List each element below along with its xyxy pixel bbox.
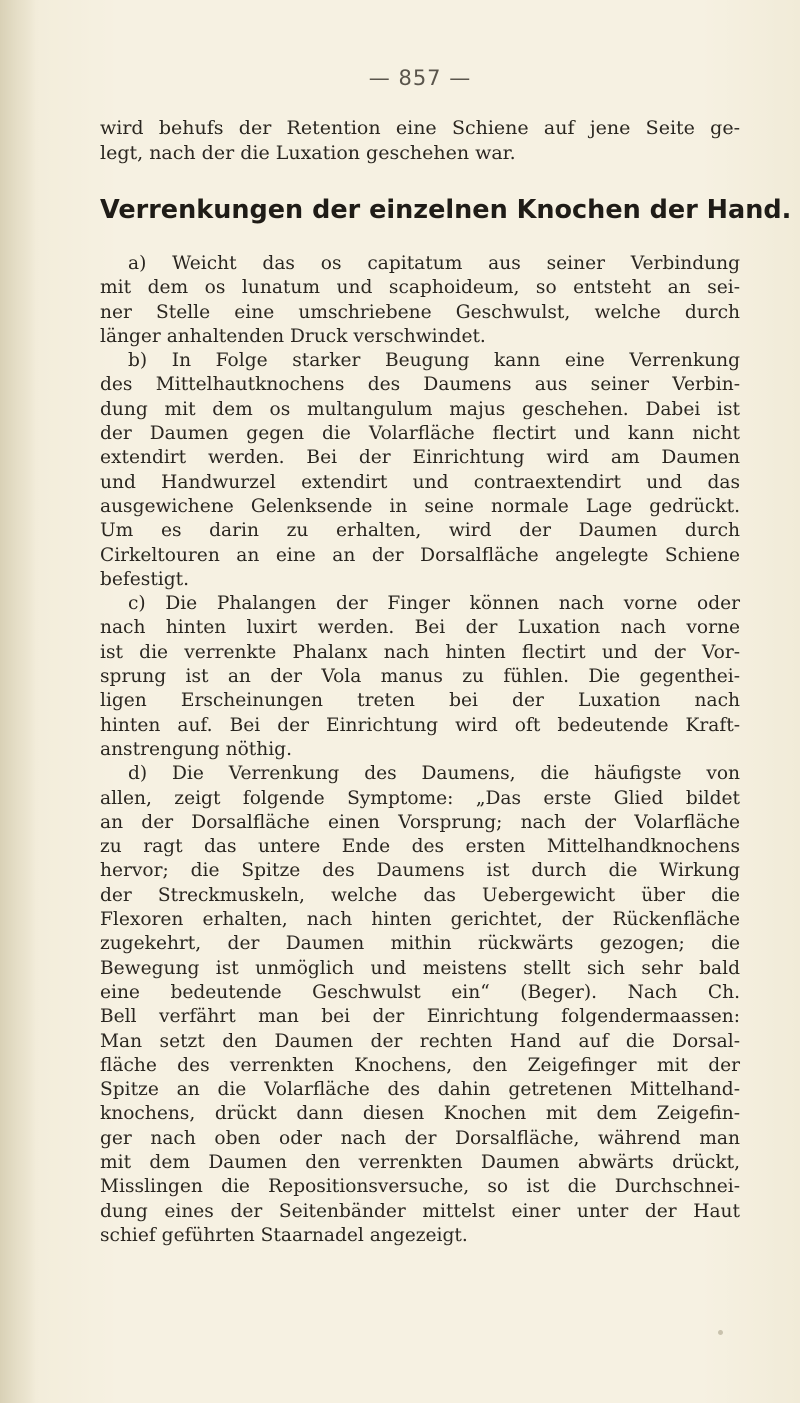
paragraph-d-line: Spitze an die Volarfläche des dahin getretenen Mittelhand- xyxy=(100,1079,740,1101)
paragraph-c-line: nach hinten luxirt werden. Bei der Luxation nach vorne xyxy=(100,617,740,639)
paragraph-d-line: ger nach oben oder nach der Dorsalfläche, während man xyxy=(100,1127,740,1149)
paragraph-b-line: dung mit dem os multangulum majus geschehen. Dabei ist xyxy=(100,398,740,420)
paragraph-d-line: allen, zeigt folgende Symptome: „Das erste Glied bildet xyxy=(100,787,740,809)
paragraph-b-line: Um es darin zu erhalten, wird der Daumen durch xyxy=(100,520,740,542)
paragraph-c-line: anstrengung nöthig. xyxy=(100,738,292,760)
paragraph-b-line: und Handwurzel extendirt und contraextendirt und das xyxy=(100,471,740,493)
paragraph-b-line: des Mittelhautknochens des Daumens aus seiner Verbin- xyxy=(100,374,740,396)
section-body xyxy=(100,252,740,1248)
paragraph-b-line: der Daumen gegen die Volarfläche flectirt und kann nicht xyxy=(100,423,740,445)
paragraph-b-line: b) In Folge starker Beugung kann eine Verrenkung xyxy=(128,350,740,372)
paragraph-a-line: länger anhaltenden Druck verschwindet. xyxy=(100,325,486,347)
paragraph-d-line: Bewegung ist unmöglich und meistens stellt sich sehr bald xyxy=(100,957,740,979)
paragraph-a-line: a) Weicht das os capitatum aus seiner Verbindung xyxy=(128,253,740,274)
paragraph-a-line: ner Stelle eine umschriebene Geschwulst, welche durch xyxy=(100,301,740,323)
paragraph-c-line: c) Die Phalangen der Finger können nach vorne oder xyxy=(128,593,740,615)
paragraph-c-line: ist die verrenkte Phalanx nach hinten flectirt und der Vor- xyxy=(100,641,740,663)
paragraph-d-line: zu ragt das untere Ende des ersten Mittelhandknochens xyxy=(100,836,740,858)
paragraph-a-line: mit dem os lunatum und scaphoideum, so entsteht an sei- xyxy=(100,277,740,299)
intro-paragraph xyxy=(100,116,740,165)
paragraph-d-line: hervor; die Spitze des Daumens ist durch die Wirkung xyxy=(100,860,740,882)
section-heading: Verrenkungen der einzelnen Knochen der Hand. xyxy=(100,195,792,225)
paragraph-d-line: dung eines der Seitenbänder mittelst einer unter der Haut xyxy=(100,1200,740,1222)
paragraph-b-line: Cirkeltouren an eine an der Dorsalfläche angelegte Schiene xyxy=(100,544,740,566)
paragraph-d-line: Flexoren erhalten, nach hinten gerichtet, der Rückenfläche xyxy=(100,909,740,931)
book-gutter xyxy=(0,0,36,1403)
paragraph-d-line: knochens, drückt dann diesen Knochen mit dem Zeigefin- xyxy=(100,1103,740,1125)
text-line: legt, nach der die Luxation geschehen war. xyxy=(100,141,516,164)
paragraph-b-line: ausgewichene Gelenksende in seine normale Lage gedrückt. xyxy=(100,495,740,517)
paragraph-d-line: der Streckmuskeln, welche das Uebergewicht über die xyxy=(100,884,740,906)
page-number: — 857 — xyxy=(368,66,472,90)
paragraph-b-line: befestigt. xyxy=(100,568,190,590)
paragraph-b-line: extendirt werden. Bei der Einrichtung wird am Daumen xyxy=(100,447,740,469)
paragraph-c-line: sprung ist an der Vola manus zu fühlen. Die gegenthei- xyxy=(100,666,740,688)
paragraph-c-line: ligen Erscheinungen treten bei der Luxation nach xyxy=(100,690,740,712)
ink-speck xyxy=(718,1330,723,1335)
paragraph-d-line: Bell verfährt man bei der Einrichtung folgendermaassen: xyxy=(100,1006,740,1028)
paragraph-d-line: zugekehrt, der Daumen mithin rückwärts gezogen; die xyxy=(100,933,740,955)
paragraph-d-line: Misslingen die Repositionsversuche, so ist die Durchschnei- xyxy=(100,1176,740,1198)
paragraph-d-line: fläche des verrenkten Knochens, den Zeigefinger mit der xyxy=(100,1054,740,1076)
paragraph-d-line: d) Die Verrenkung des Daumens, die häufigste von xyxy=(128,763,740,785)
paragraph-d-line: mit dem Daumen den verrenkten Daumen abwärts drückt, xyxy=(100,1151,740,1173)
paragraph-d-line: Man setzt den Daumen der rechten Hand auf die Dorsal- xyxy=(100,1030,740,1052)
paragraph-d-line: an der Dorsalfläche einen Vorsprung; nach der Volarfläche xyxy=(100,811,740,833)
paragraph-d-line: schief geführten Staarnadel angezeigt. xyxy=(100,1224,468,1246)
paragraph-d-line: eine bedeutende Geschwulst ein“ (Beger). Nach Ch. xyxy=(100,981,740,1003)
text-line: wird behufs der Retention eine Schiene auf jene Seite ge- xyxy=(100,117,740,139)
paragraph-c-line: hinten auf. Bei der Einrichtung wird oft bedeutende Kraft- xyxy=(100,714,740,736)
